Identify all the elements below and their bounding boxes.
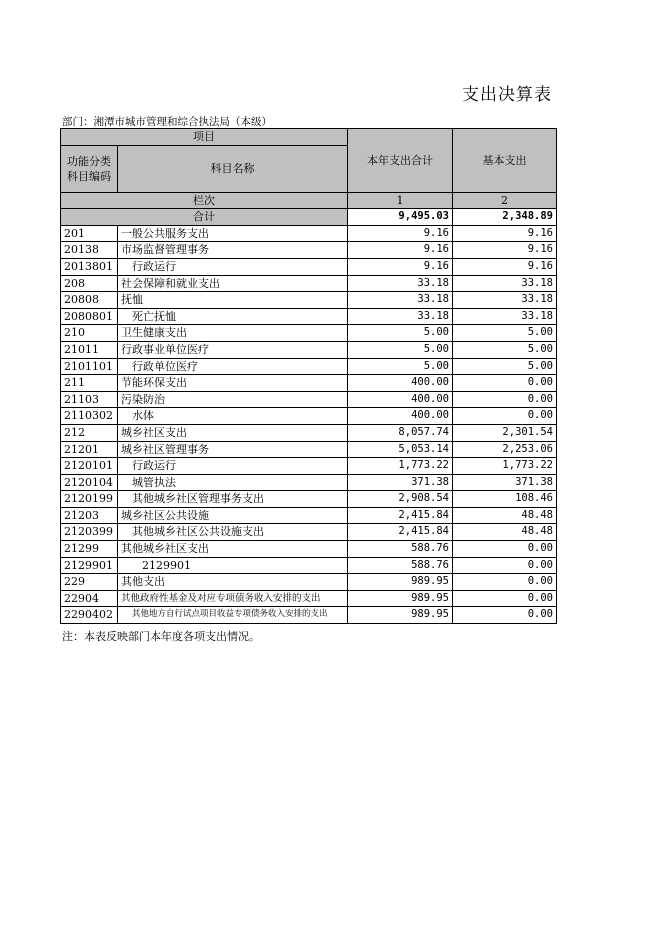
basic-cell: 0.00 [453,557,557,574]
header-code-label: 功能分类科目编码 [61,145,118,192]
code-cell: 2101101 [61,358,118,375]
name-cell: 2129901 [118,557,348,574]
code-cell: 2120399 [61,524,118,541]
name-cell: 污染防治 [118,391,348,408]
basic-cell: 371.38 [453,474,557,491]
code-cell: 22904 [61,590,118,607]
header-col-total: 本年支出合计 [348,129,453,193]
code-cell: 210 [61,325,118,342]
name-cell: 死亡抚恤 [118,308,348,325]
basic-cell: 33.18 [453,308,557,325]
total-cell: 989.95 [348,574,453,591]
basic-cell: 1,773.22 [453,458,557,475]
table-row [61,441,557,458]
header-name-label: 科目名称 [118,145,348,192]
name-cell: 其他城乡社区公共设施支出 [118,524,348,541]
expenditure-table [60,128,557,624]
code-cell: 2120199 [61,491,118,508]
table-row [61,292,557,309]
total-row [61,209,557,226]
code-cell: 2290402 [61,607,118,624]
code-cell: 21203 [61,507,118,524]
table-row [61,491,557,508]
code-cell: 2110302 [61,408,118,425]
name-cell: 行政单位医疗 [118,358,348,375]
basic-cell: 0.00 [453,375,557,392]
code-cell: 21299 [61,541,118,558]
basic-cell: 5.00 [453,358,557,375]
code-cell: 2080801 [61,308,118,325]
code-cell: 229 [61,574,118,591]
total-basic: 2,348.89 [453,209,557,226]
total-cell: 5.00 [348,341,453,358]
total-cell: 1,773.22 [348,458,453,475]
basic-cell: 0.00 [453,574,557,591]
table-row [61,474,557,491]
code-cell: 2120104 [61,474,118,491]
basic-cell: 0.00 [453,541,557,558]
table-row [61,541,557,558]
basic-cell: 48.48 [453,507,557,524]
total-cell: 400.00 [348,391,453,408]
basic-cell: 5.00 [453,341,557,358]
code-cell: 2013801 [61,258,118,275]
total-cell: 989.95 [348,607,453,624]
basic-cell: 33.18 [453,275,557,292]
total-cell: 588.76 [348,557,453,574]
table-row [61,358,557,375]
table-row [61,258,557,275]
table-row [61,524,557,541]
basic-cell: 108.46 [453,491,557,508]
total-cell: 8,057.74 [348,424,453,441]
table-row [61,308,557,325]
total-cell: 5.00 [348,325,453,342]
name-cell: 其他城乡社区管理事务支出 [118,491,348,508]
name-cell: 市场监督管理事务 [118,242,348,259]
table-row [61,507,557,524]
total-cell: 9.16 [348,242,453,259]
basic-cell: 2,253.06 [453,441,557,458]
name-cell: 行政运行 [118,458,348,475]
name-cell: 行政事业单位医疗 [118,341,348,358]
total-cell: 989.95 [348,590,453,607]
basic-cell: 2,301.54 [453,424,557,441]
name-cell: 其他城乡社区支出 [118,541,348,558]
total-cell: 2,415.84 [348,524,453,541]
footnote: 注：本表反映部门本年度各项支出情况。 [62,630,260,643]
table-row [61,341,557,358]
basic-cell: 48.48 [453,524,557,541]
basic-cell: 9.16 [453,225,557,242]
name-cell: 行政运行 [118,258,348,275]
code-cell: 20808 [61,292,118,309]
total-cell: 5.00 [348,358,453,375]
table-row [61,574,557,591]
table-row [61,275,557,292]
name-cell: 城乡社区支出 [118,424,348,441]
header-row-index [61,192,557,209]
basic-cell: 0.00 [453,391,557,408]
total-sum: 9,495.03 [348,209,453,226]
table-row [61,557,557,574]
code-cell: 21201 [61,441,118,458]
name-cell: 卫生健康支出 [118,325,348,342]
report-title: 支出决算表 [462,85,552,105]
basic-cell: 0.00 [453,590,557,607]
name-cell: 城乡社区公共设施 [118,507,348,524]
name-cell: 其他地方自行试点项目收益专项债务收入安排的支出 [118,607,348,624]
table-row [61,391,557,408]
name-cell: 节能环保支出 [118,375,348,392]
total-cell: 371.38 [348,474,453,491]
header-item: 项目 [61,129,348,146]
table-row [61,590,557,607]
table-row [61,225,557,242]
col-index-2: 2 [453,192,557,209]
name-cell: 一般公共服务支出 [118,225,348,242]
table-row [61,375,557,392]
header-col-basic: 基本支出 [453,129,557,193]
name-cell: 抚恤 [118,292,348,309]
total-label: 合计 [61,209,348,226]
total-cell: 5,053.14 [348,441,453,458]
name-cell: 城乡社区管理事务 [118,441,348,458]
code-cell: 2120101 [61,458,118,475]
basic-cell: 0.00 [453,607,557,624]
table-row [61,325,557,342]
total-cell: 9.16 [348,225,453,242]
code-cell: 212 [61,424,118,441]
code-cell: 21103 [61,391,118,408]
basic-cell: 9.16 [453,258,557,275]
name-cell: 其他支出 [118,574,348,591]
basic-cell: 5.00 [453,325,557,342]
department-label: 部门：湘潭市城市管理和综合执法局（本级） [62,116,272,128]
total-cell: 2,415.84 [348,507,453,524]
total-cell: 33.18 [348,292,453,309]
code-cell: 21011 [61,341,118,358]
code-cell: 20138 [61,242,118,259]
total-cell: 400.00 [348,408,453,425]
table-row [61,242,557,259]
header-row-item [61,129,557,146]
basic-cell: 33.18 [453,292,557,309]
total-cell: 9.16 [348,258,453,275]
total-cell: 588.76 [348,541,453,558]
table-row [61,424,557,441]
name-cell: 其他政府性基金及对应专项债务收入安排的支出 [118,590,348,607]
total-cell: 400.00 [348,375,453,392]
total-cell: 33.18 [348,308,453,325]
total-cell: 2,908.54 [348,491,453,508]
code-cell: 2129901 [61,557,118,574]
name-cell: 水体 [118,408,348,425]
code-cell: 211 [61,375,118,392]
row-index-label: 栏次 [61,192,348,209]
code-cell: 208 [61,275,118,292]
col-index-1: 1 [348,192,453,209]
table-row [61,408,557,425]
table-row [61,458,557,475]
basic-cell: 0.00 [453,408,557,425]
name-cell: 城管执法 [118,474,348,491]
total-cell: 33.18 [348,275,453,292]
basic-cell: 9.16 [453,242,557,259]
code-cell: 201 [61,225,118,242]
name-cell: 社会保障和就业支出 [118,275,348,292]
table-row [61,607,557,624]
